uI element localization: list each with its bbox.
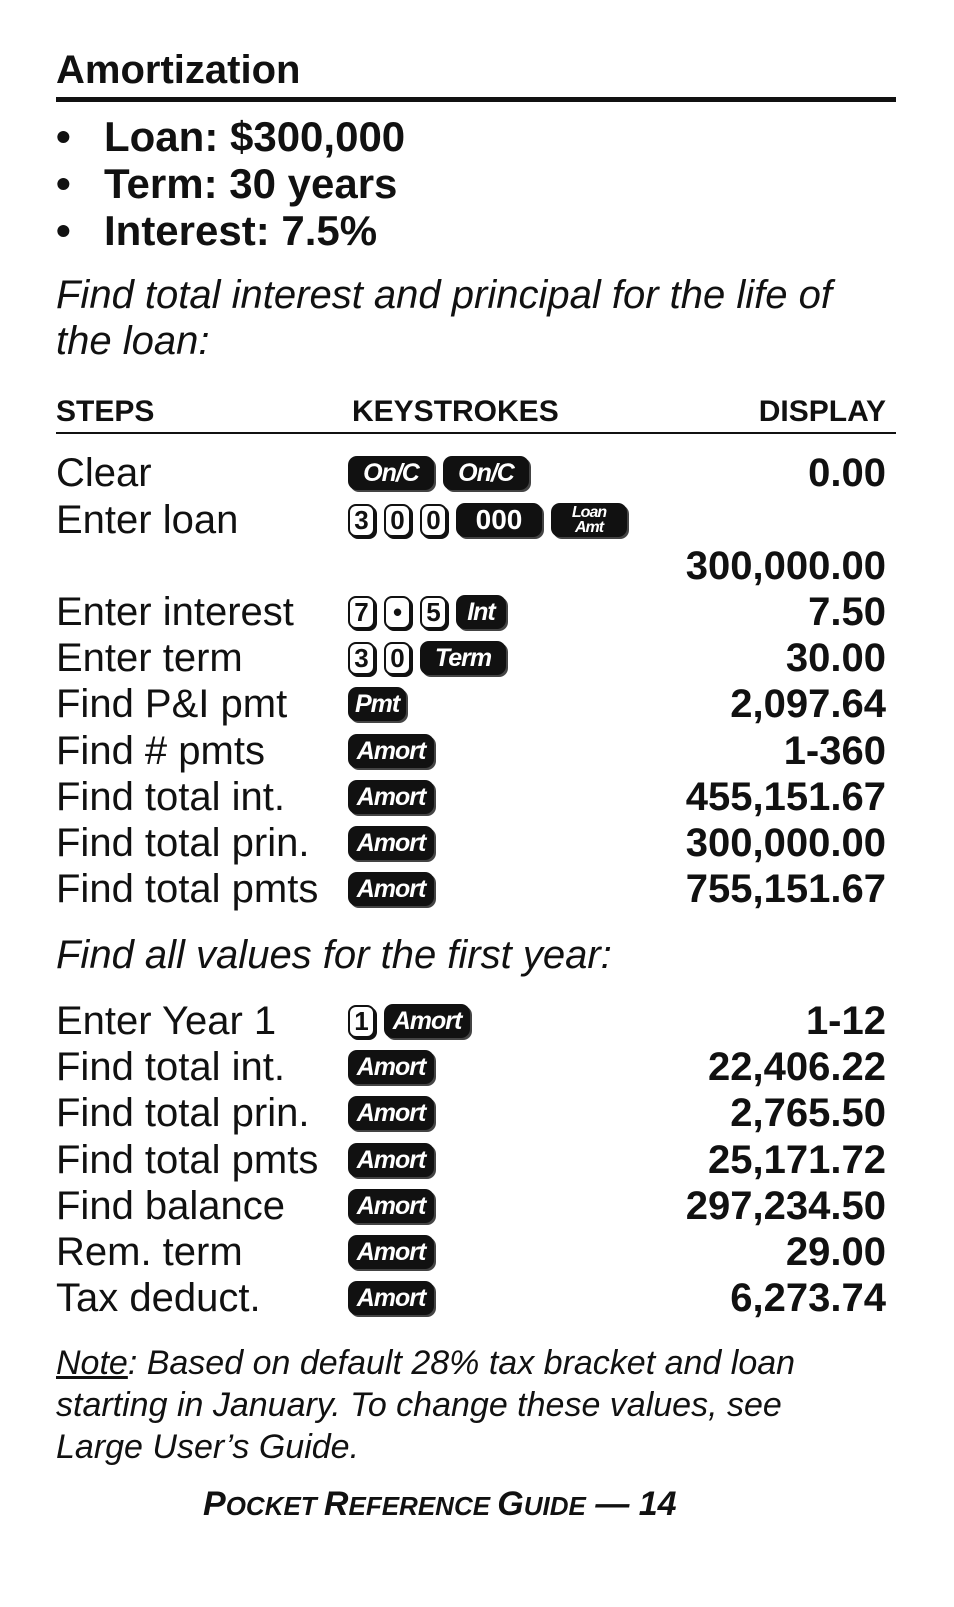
page-footer xyxy=(203,1485,677,1524)
digit-3-key: 3 xyxy=(348,642,375,675)
table-row xyxy=(56,820,896,866)
table-row xyxy=(56,1183,896,1229)
keystrokes xyxy=(348,1137,434,1183)
table-header xyxy=(56,395,896,431)
table-row xyxy=(56,681,896,727)
keystrokes xyxy=(348,450,529,496)
bullet-icon: • xyxy=(56,160,71,207)
list-item xyxy=(56,113,405,160)
step-label: Find P&I pmt xyxy=(56,682,288,726)
keystrokes-header: KEYSTROKES xyxy=(352,395,559,428)
amort-key: Amort xyxy=(348,1143,434,1177)
keystrokes xyxy=(348,589,506,635)
amort-key: Amort xyxy=(348,872,434,906)
table-row xyxy=(56,450,896,496)
note-text xyxy=(56,1342,856,1468)
digit-7-key: 7 xyxy=(348,596,375,629)
triple-zero-key: 000 xyxy=(456,503,542,537)
keystrokes xyxy=(348,1090,434,1136)
footer-part: EFERENCE xyxy=(348,1491,498,1521)
term-key: Term xyxy=(420,641,506,675)
steps-header: STEPS xyxy=(56,395,155,428)
digit-3-key: 3 xyxy=(348,504,375,537)
table-row xyxy=(56,543,896,589)
footer-part: P xyxy=(203,1485,226,1523)
display-value: 22,406.22 xyxy=(708,1045,886,1089)
step-label: Enter term xyxy=(56,636,243,680)
display-value: 300,000.00 xyxy=(685,544,886,588)
step-label: Find # pmts xyxy=(56,729,265,773)
display-value: 755,151.67 xyxy=(685,867,886,911)
on-c-key: On/C xyxy=(443,456,529,490)
amort-key: Amort xyxy=(348,1235,434,1269)
display-value: 455,151.67 xyxy=(685,775,886,819)
footer-part: G xyxy=(497,1485,524,1523)
table-row xyxy=(56,774,896,820)
digit-0-key: 0 xyxy=(384,642,411,675)
step-label: Find total prin. xyxy=(56,821,310,865)
pmt-key: Pmt xyxy=(348,687,406,721)
step-label: Find balance xyxy=(56,1184,286,1228)
footer-part: UIDE xyxy=(523,1491,586,1521)
keystrokes xyxy=(348,1183,434,1229)
page-number: — 14 xyxy=(585,1485,677,1523)
table-row xyxy=(56,1229,896,1275)
display-value: 25,171.72 xyxy=(708,1138,886,1182)
table-row xyxy=(56,1044,896,1090)
header-rule xyxy=(56,432,896,434)
digit-0-key: 0 xyxy=(384,504,411,537)
step-label: Find total pmts xyxy=(56,1138,319,1182)
display-value: 297,234.50 xyxy=(685,1184,886,1228)
amort-key: Amort xyxy=(384,1004,470,1038)
on-c-key: On/C xyxy=(348,456,434,490)
amort-key: Amort xyxy=(348,1096,434,1130)
footer-part: R xyxy=(323,1485,349,1523)
digit-0-key: 0 xyxy=(420,504,447,537)
loan-fact: Loan: $300,000 xyxy=(104,113,406,160)
term-fact: Term: 30 years xyxy=(104,160,398,207)
loan-amt-key xyxy=(551,503,627,537)
note-body: : Based on default 28% tax bracket and loan starting in January. To change these values, see Large User’s Guide. xyxy=(56,1344,796,1466)
table-row xyxy=(56,589,896,635)
title-rule xyxy=(56,97,896,102)
amort-key: Amort xyxy=(348,826,434,860)
step-label: Find total int. xyxy=(56,1045,286,1089)
table-row xyxy=(56,866,896,912)
display-value: 2,097.64 xyxy=(730,682,886,726)
keystrokes xyxy=(348,998,470,1044)
loan-amt-key-bottom: Amt xyxy=(574,519,604,536)
keystrokes xyxy=(348,635,506,681)
list-item xyxy=(56,160,405,207)
loan-facts-list xyxy=(56,113,405,254)
display-value: 300,000.00 xyxy=(685,821,886,865)
amort-key: Amort xyxy=(348,780,434,814)
display-value: 0.00 xyxy=(808,451,886,495)
table-row xyxy=(56,998,896,1044)
display-value: 7.50 xyxy=(808,590,886,634)
display-value: 2,765.50 xyxy=(730,1091,886,1135)
step-label: Rem. term xyxy=(56,1230,243,1274)
int-key: Int xyxy=(456,595,506,629)
keystrokes xyxy=(348,866,434,912)
keystrokes xyxy=(348,681,406,727)
table-row xyxy=(56,728,896,774)
table-row xyxy=(56,1090,896,1136)
keystrokes xyxy=(348,820,434,866)
display-header: DISPLAY xyxy=(758,395,886,428)
table-row xyxy=(56,1275,896,1321)
step-label: Enter interest xyxy=(56,590,294,634)
keystrokes xyxy=(348,728,434,774)
display-value: 1-12 xyxy=(805,999,886,1043)
bullet-icon: • xyxy=(56,207,71,254)
step-label: Find total prin. xyxy=(56,1091,310,1135)
amort-key: Amort xyxy=(348,1189,434,1223)
table-row xyxy=(56,497,896,543)
table-row xyxy=(56,1137,896,1183)
keystrokes xyxy=(348,774,434,820)
intro-text: Find total interest and principal for the life of the loan: xyxy=(56,273,832,363)
bullet-icon: • xyxy=(56,113,71,160)
amort-key: Amort xyxy=(348,734,434,768)
display-value: 30.00 xyxy=(785,636,886,680)
first-year-heading: Find all values for the first year: xyxy=(56,933,612,977)
decimal-key: • xyxy=(384,596,411,629)
step-label: Tax deduct. xyxy=(56,1276,261,1320)
display-value: 6,273.74 xyxy=(730,1276,886,1320)
step-label: Find total pmts xyxy=(56,867,319,911)
digit-5-key: 5 xyxy=(420,596,447,629)
list-item xyxy=(56,207,405,254)
table-row xyxy=(56,635,896,681)
display-value: 29.00 xyxy=(785,1230,886,1274)
interest-fact: Interest: 7.5% xyxy=(104,207,378,254)
footer-part: OCKET xyxy=(225,1491,324,1521)
page-title: Amortization xyxy=(56,48,301,92)
amort-key: Amort xyxy=(348,1050,434,1084)
step-label: Find total int. xyxy=(56,775,286,819)
step-label: Clear xyxy=(56,451,152,495)
keystrokes xyxy=(348,1229,434,1275)
digit-1-key: 1 xyxy=(348,1005,375,1038)
amort-key: Amort xyxy=(348,1281,434,1315)
keystrokes xyxy=(348,1275,434,1321)
step-label: Enter loan xyxy=(56,498,239,542)
display-value: 1-360 xyxy=(783,729,886,773)
note-label: Note xyxy=(56,1344,128,1382)
keystrokes xyxy=(348,1044,434,1090)
step-label: Enter Year 1 xyxy=(56,999,277,1043)
loan-amt-key-top: Loan xyxy=(571,504,607,521)
keystrokes xyxy=(348,497,627,543)
